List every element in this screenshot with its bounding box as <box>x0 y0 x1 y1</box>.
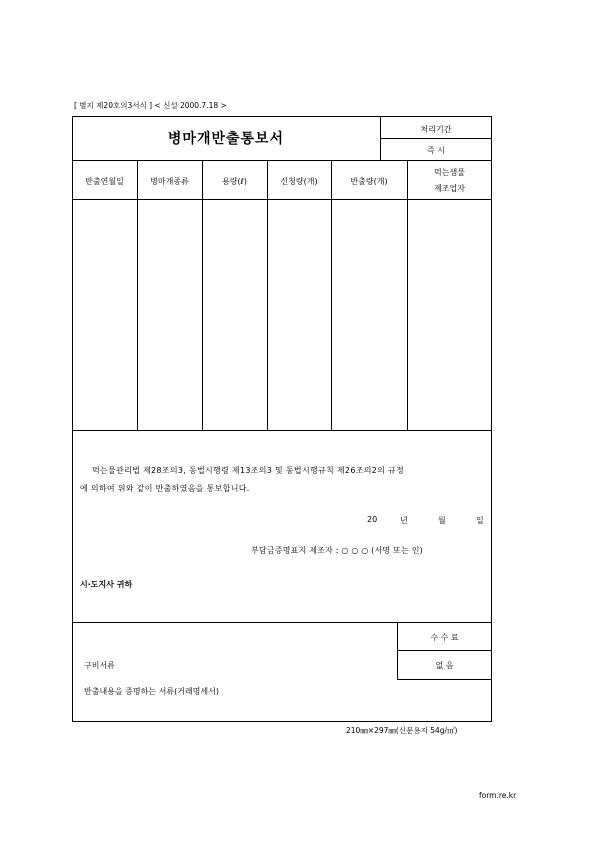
date-month: 월 <box>438 516 446 525</box>
processing-divider <box>380 138 492 139</box>
column-divider <box>407 160 408 430</box>
statement-line1: 먹는물관리법 제28조의3, 동법시행령 제13조의3 및 동법시행규칙 제26조의2의 규정 <box>92 466 405 475</box>
fee-bottom <box>397 679 492 680</box>
recipient: 시·도지사 귀하 <box>80 580 133 589</box>
form-header: [ 별지 제20호의3서식 ] < 신설 2000.7.18 > <box>74 101 227 110</box>
processing-period-value: 즉 시 <box>427 146 445 155</box>
attachments-top <box>72 622 492 623</box>
column-divider <box>331 160 332 430</box>
date-day: 일 <box>476 516 484 525</box>
title-row-bottom <box>72 160 492 161</box>
fee-label: 수 수 료 <box>430 633 459 642</box>
fee-value: 없 음 <box>435 661 454 670</box>
column-divider <box>137 160 138 430</box>
table-body-bottom <box>72 430 492 431</box>
attachments-item: 반출내용을 증명하는 서류(거래명세서) <box>84 687 219 696</box>
attachments-label: 구비서류 <box>84 661 115 670</box>
column-divider <box>202 160 203 430</box>
column-divider <box>267 160 268 430</box>
col-header-manufacturer-line1: 먹는샘물 <box>434 168 465 177</box>
date-year-prefix: 20 <box>367 515 378 524</box>
col-header-cap-type: 병마개종류 <box>150 177 189 186</box>
col-header-requested: 신청량(개) <box>280 177 318 186</box>
processing-period-label: 처리기간 <box>420 125 452 134</box>
form-title: 병마개반출통보서 <box>167 131 285 147</box>
signature-line: 부담금증명표지 제조자 : ○ ○ ○ (서명 또는 인) <box>251 546 423 555</box>
col-header-date: 반출연월일 <box>85 177 124 186</box>
fee-row-divider <box>397 650 492 651</box>
statement-line2: 에 의하여 위와 같이 반출하였음을 통보합니다. <box>80 484 250 493</box>
date-year: 년 <box>400 516 408 525</box>
source-label: form.re.kr <box>479 791 517 800</box>
col-header-shipped: 반출량(개) <box>350 177 388 186</box>
paper-size: 210㎜×297㎜(신문용지 54g/㎡) <box>346 726 458 735</box>
col-header-capacity: 용량(ℓ) <box>221 177 247 186</box>
col-header-manufacturer-line2: 제조업자 <box>434 184 465 193</box>
header-row-bottom <box>72 199 492 200</box>
